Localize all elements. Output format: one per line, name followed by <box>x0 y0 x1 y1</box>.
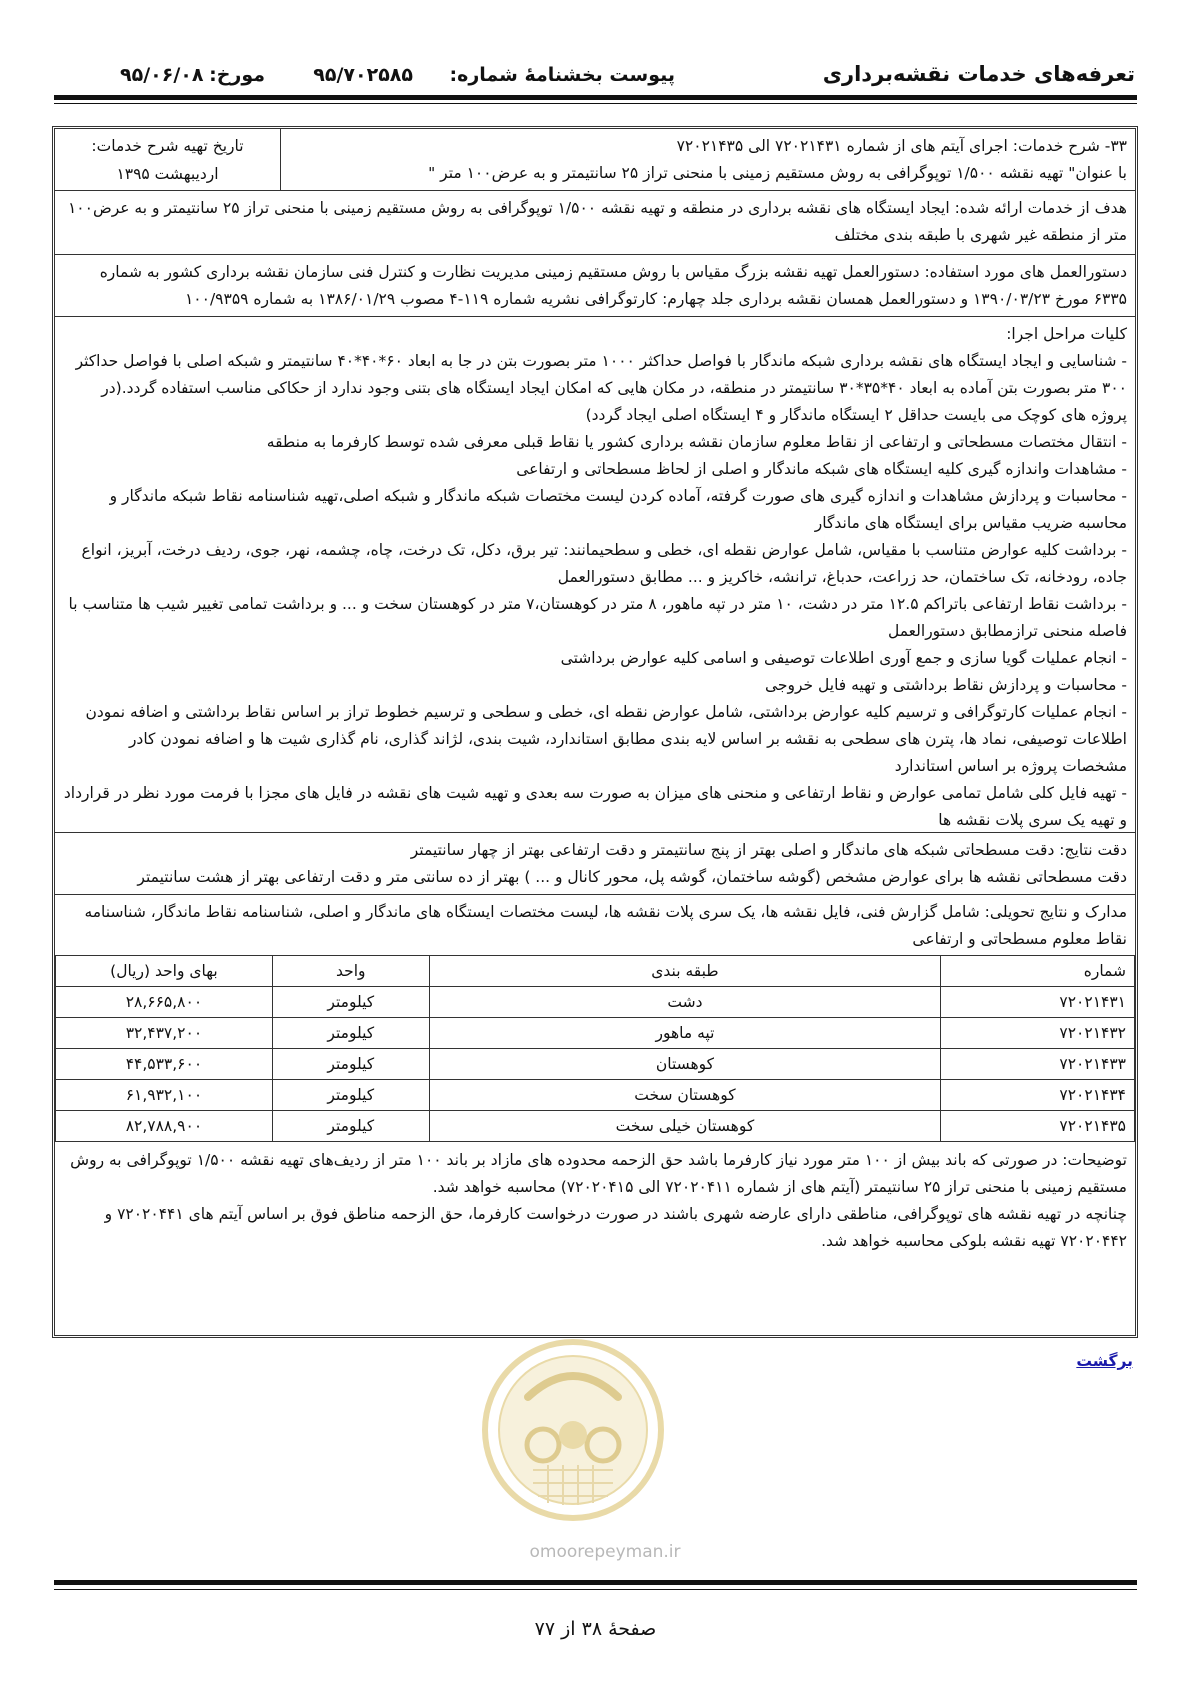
item-price: ۸۲,۷۸۸,۹۰۰ <box>56 1111 273 1142</box>
tariff-table <box>55 955 1135 1142</box>
step-item: - برداشت کلیه عوارض متناسب با مقیاس، شامل عوارض نقطه ای، خطی و سطحیمانند: تیر برق، دکل، تک درخت، چاه، چشمه، نهر، جوی، ردیف درخت، آبریز، انواع جاده، رودخانه، تک ساختمان، حد زراعت، حدباغ، ترانشه، خاکریز و ... مطابق دستورالعمل <box>81 541 1127 586</box>
goal-section <box>55 191 1135 255</box>
page-header <box>120 58 1135 98</box>
circular-date: ۹۵/۰۶/۰۸ <box>120 64 204 86</box>
item-number: ۷۲۰۲۱۴۳۴ <box>941 1080 1135 1111</box>
step-item: - تهیه فایل کلی شامل تمامی عوارض و نقاط ارتفاعی و منحنی های میزان به صورت سه بعدی و تهیه شیت های نقشه در فایل های مجزا با فرمت مورد نظر در قرارداد و تهیه یک سری پلات نقشه ها <box>63 784 1127 829</box>
instructions-section <box>55 255 1135 317</box>
service-date-cell <box>55 129 281 190</box>
item-classification: کوهستان سخت <box>429 1080 940 1111</box>
header-cell-unit: واحد <box>272 956 429 987</box>
notes-section <box>55 1143 1135 1337</box>
footer-divider-thin <box>54 1589 1137 1590</box>
page-number: صفحهٔ ۳۸ از ۷۷ <box>534 1618 657 1640</box>
item-number: ۷۲۰۲۱۴۳۲ <box>941 1018 1135 1049</box>
item-unit: کیلومتر <box>272 1080 429 1111</box>
deliverables-section <box>55 895 1135 955</box>
circular-number: ۹۵/۷۰۲۵۸۵ <box>313 64 413 86</box>
step-item: - انتقال مختصات مسطحاتی و ارتفاعی از نقاط معلوم سازمان نقشه برداری کشور یا نقاط قبلی معرفی شده توسط کارفرما به منطقه <box>266 433 1127 451</box>
header-cell-number: شماره <box>941 956 1135 987</box>
service-description-frame <box>52 126 1138 1338</box>
service-description-line2: با عنوان" تهیه نقشه ۱/۵۰۰ توپوگرافی به روش مستقیم زمینی با منحنی تراز ۲۵ سانتیمتر و به عرض۱۰۰ متر " <box>428 164 1127 182</box>
attachment-label: پیوست بخشنامهٔ شماره: <box>449 64 675 86</box>
service-description-line1: ۳۳- شرح خدمات: اجرای آیتم های از شماره ۷۲۰۲۱۴۳۱ الی ۷۲۰۲۱۴۳۵ <box>676 137 1127 155</box>
item-price: ۲۸,۶۶۵,۸۰۰ <box>56 987 273 1018</box>
item-classification: کوهستان <box>429 1049 940 1080</box>
footer-divider-thick <box>54 1580 1137 1585</box>
step-item: - انجام عملیات گویا سازی و جمع آوری اطلاعات توصیفی و اسامی کلیه عوارض برداشتی <box>560 649 1127 667</box>
step-item: - برداشت نقاط ارتفاعی باتراکم ۱۲.۵ متر در دشت، ۱۰ متر در تپه ماهور، ۸ متر در کوهستان،۷ متر در کوهستان سخت و ... و برداشت تمامی تغییر شیب ها متناسب با فاصله منحنی ترازمطابق دستورالعمل <box>68 595 1127 640</box>
item-classification: دشت <box>429 987 940 1018</box>
accuracy-line1: دقت نتایج: دقت مسطحاتی شبکه های ماندگار و اصلی بهتر از پنج سانتیمتر و دقت ارتفاعی بهتر از چهار سانتیمتر <box>410 841 1127 859</box>
header-cell-classification: طبقه بندی <box>429 956 940 987</box>
table-row <box>56 1111 1135 1142</box>
notes-paragraph2: چنانچه در تهیه نقشه های توپوگرافی، مناطقی دارای عارضه شهری باشند در صورت درخواست کارفرما، حق الزحمه مناطق فوق بر اساس آیتم های ۷۲۰۲۰۴۴۱ و ۷۲۰۲۰۴۴۲ تهیه نقشه بلوکی محاسبه خواهد شد. <box>104 1205 1127 1250</box>
item-unit: کیلومتر <box>272 987 429 1018</box>
service-title-row <box>55 129 1135 191</box>
item-number: ۷۲۰۲۱۴۳۱ <box>941 987 1135 1018</box>
item-number: ۷۲۰۲۱۴۳۵ <box>941 1111 1135 1142</box>
table-header-row <box>56 956 1135 987</box>
step-item: - محاسبات و پردازش نقاط برداشتی و تهیه فایل خروجی <box>764 676 1127 694</box>
table-row <box>56 1080 1135 1111</box>
steps-section <box>55 317 1135 833</box>
accuracy-line2: دقت مسطحاتی نقشه ها برای عوارض مشخص (گوشه ساختمان، گوشه پل، محور کانال و ... ) بهتر از ده سانتی متر و دقت ارتفاعی بهتر از هشت سانتیمتر <box>137 868 1127 886</box>
item-price: ۶۱,۹۳۲,۱۰۰ <box>56 1080 273 1111</box>
accuracy-section <box>55 833 1135 895</box>
item-classification: کوهستان خیلی سخت <box>429 1111 940 1142</box>
back-link[interactable]: برگشت <box>1076 1352 1133 1370</box>
service-description <box>282 129 1135 194</box>
table-row <box>56 1049 1135 1080</box>
goal-text: هدف از خدمات ارائه شده: ایجاد ایستگاه های نقشه برداری در منطقه و تهیه نقشه ۱/۵۰۰ توپوگرافی به روش مستقیم زمینی با منحنی تراز ۲۵ سانتیمتر و به عرض۱۰۰ متر از منطقه غیر شهری با طبقه بندی مختلف <box>67 199 1127 244</box>
table-row <box>56 987 1135 1018</box>
item-unit: کیلومتر <box>272 1111 429 1142</box>
notes-paragraph1: توضیحات: در صورتی که باند بیش از ۱۰۰ متر مورد نیاز کارفرما باشد حق الزحمه محدوده های مازاد بر باند ۱۰۰ متر از ردیف‌های تهیه نقشه ۱/۵۰۰ توپوگرافی به روش مستقیم زمینی با منحنی تراز ۲۵ سانتیمتر (آیتم های از شماره ۷۲۰۲۰۴۱۱ الی ۷۲۰۲۰۴۱۵) محاسبه خواهد شد. <box>70 1151 1127 1196</box>
table-row <box>56 1018 1135 1049</box>
item-price: ۴۴,۵۳۳,۶۰۰ <box>56 1049 273 1080</box>
deliverables-text: مدارک و نتایج تحویلی: شامل گزارش فنی، فایل نقشه ها، یک سری پلات نقشه ها، لیست مختصات ایستگاه های ماندگار و اصلی، شناسنامه نقاط ماندگار، شناسنامه نقاط معلوم مسطحاتی و ارتفاعی <box>84 903 1127 948</box>
step-item: - محاسبات و پردازش مشاهدات و اندازه گیری های صورت گرفته، آماده کردن لیست مختصات شبکه ماندگار و شبکه اصلی،تهیه شناسنامه نقاط شبکه ماندگار و محاسبه ضریب مقیاس برای ایستگاه های ماندگار <box>109 487 1127 532</box>
item-unit: کیلومتر <box>272 1018 429 1049</box>
header-divider-thin <box>54 103 1137 104</box>
steps-heading: کلیات مراحل اجرا: <box>1006 325 1127 343</box>
step-item: - انجام عملیات کارتوگرافی و ترسیم کلیه عوارض برداشتی، شامل عوارض نقطه ای، خطی و سطحی و ترسیم خطوط تراز بر اساس نقاط برداشتی و اضافه نمودن اطلاعات توصیفی، نماد ها، پترن های سطحی به نقشه بر اساس لایه بندی مطابق استاندارد، شیت بندی، لژاند گذاری، نام گذاری شیت ها و اضافه نمودن کادر مشخصات پروژه بر اساس استاندارد <box>85 703 1127 775</box>
item-number: ۷۲۰۲۱۴۳۳ <box>941 1049 1135 1080</box>
document-title: تعرفه‌های خدمات نقشه‌برداری <box>822 62 1135 86</box>
service-date-value: اردیبهشت ۱۳۹۵ <box>116 165 219 183</box>
header-cell-unit-price: بهای واحد (ریال) <box>56 956 273 987</box>
instructions-text: دستورالعمل های مورد استفاده: دستورالعمل تهیه نقشه بزرگ مقیاس با روش مستقیم زمینی مدیریت نظارت و کنترل فنی سازمان نقشه برداری کشور به شماره ۶۳۳۵ مورخ ۱۳۹۰/۰۳/۲۳ و دستورالعمل همسان نقشه برداری جلد چهارم: کارتوگرافی نشریه شماره ۱۱۹-۴ مصوب ۱۳۸۶/۰۱/۲۹ به شماره ۱۰۰/۹۳۵۹ <box>99 263 1127 308</box>
seal-watermark-icon <box>478 1335 668 1525</box>
step-item: - شناسایی و ایجاد ایستگاه های نقشه برداری شبکه ماندگار با فواصل حداکثر ۱۰۰۰ متر بصورت بتن در جا به ابعاد ۶۰*۴۰*۴۰ سانتیمتر و شبکه اصلی با فواصل حداکثر ۳۰۰ متر بصورت بتن آماده به ابعاد ۴۰*۳۵*۳۰ سانتیمتر در منطقه، در مکان هایی که امکان ایجاد ایستگاه های بتنی وجود ندارد از حکاکی مناسب استفاده گردد.(در پروژه های کوچک می بایست حداقل ۲ ایستگاه ماندگار و ۴ ایستگاه اصلی ایجاد گردد) <box>75 352 1127 424</box>
header-divider-thick <box>54 95 1137 100</box>
item-unit: کیلومتر <box>272 1049 429 1080</box>
step-item: - مشاهدات واندازه گیری کلیه ایستگاه های شبکه ماندگار و اصلی از لحاظ مسطحاتی و ارتفاعی <box>516 460 1127 478</box>
date-label: مورخ: <box>209 64 265 86</box>
service-date-label: تاریخ تهیه شرح خدمات: <box>91 137 244 155</box>
item-classification: تپه ماهور <box>429 1018 940 1049</box>
item-price: ۳۲,۴۳۷,۲۰۰ <box>56 1018 273 1049</box>
watermark-site: omoorepeyman.ir <box>529 1542 681 1562</box>
